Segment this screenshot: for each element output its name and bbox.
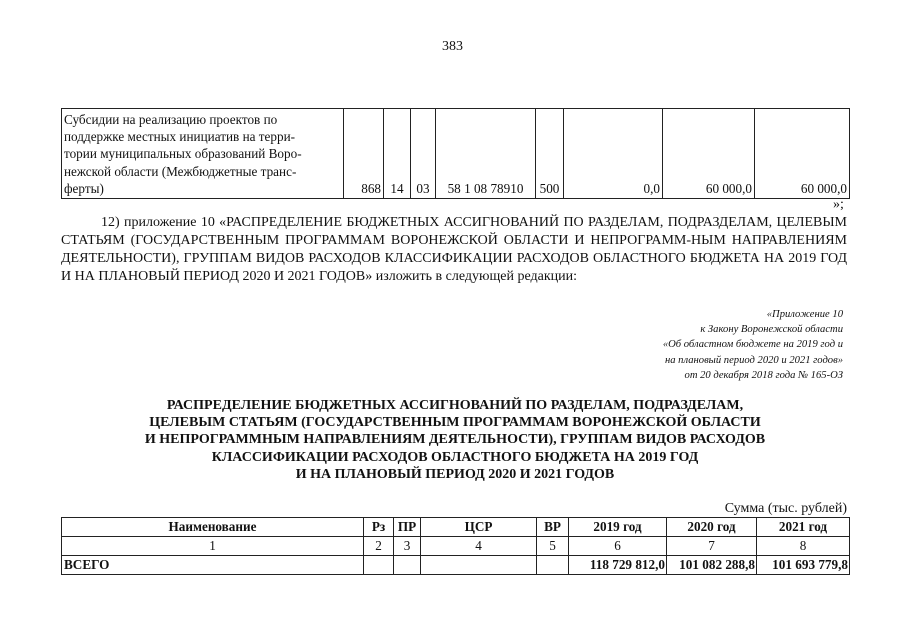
total-label: ВСЕГО xyxy=(62,556,364,575)
index-cell: 6 xyxy=(569,537,667,556)
row-name-line: нежской области (Межбюджетные транс- xyxy=(64,163,297,179)
gr-cell: 868 xyxy=(344,109,384,199)
table-total-row xyxy=(62,556,850,575)
index-cell: 5 xyxy=(537,537,569,556)
row-name-line: ферты) xyxy=(64,180,104,196)
vr-cell: 500 xyxy=(536,109,564,199)
total-2021: 101 693 779,8 xyxy=(757,556,850,575)
index-cell: 1 xyxy=(62,537,364,556)
closing-quote: »; xyxy=(833,197,844,212)
header-vr: ВР xyxy=(537,518,569,537)
header-csr: ЦСР xyxy=(421,518,537,537)
header-pr: ПР xyxy=(394,518,421,537)
heading-line: ЦЕЛЕВЫМ СТАТЬЯМ (ГОСУДАРСТВЕННЫМ ПРОГРАММАМ ВОРОНЕЖСКОЙ ОБЛАСТИ xyxy=(149,415,761,431)
amendment-paragraph: 12) приложение 10 «РАСПРЕДЕЛЕНИЕ БЮДЖЕТНЫХ АССИГНОВАНИЙ ПО РАЗДЕЛАМ, ПОДРАЗДЕЛАМ, ЦЕЛЕВЫМ СТАТЬЯМ (ГОСУДАРСТВЕННЫМ ПРОГРАММАМ ВОРОНЕЖСКОЙ ОБЛАСТИ И НЕПРОГРАММ-НЫМ НАПРАВЛЕНИЯМ ДЕЯТЕЛЬНОСТИ), ГРУППАМ ВИДОВ РАСХОДОВ КЛАССИФИКАЦИИ РАСХОДОВ ОБЛАСТНОГО БЮДЖЕТА НА 2019 ГОД И НА ПЛАНОВЫЙ ПЕРИОД 2020 И 2021 ГОДОВ» изложить в следующей редакции: xyxy=(61,215,847,284)
appendix-line: «Об областном бюджете на 2019 год и xyxy=(662,339,843,351)
row-name-line: Субсидии на реализацию проектов по xyxy=(64,111,278,127)
units-label: Сумма (тыс. рублей) xyxy=(724,501,847,516)
value-2019-cell: 0,0 xyxy=(564,109,663,199)
appendix-line: к Закону Воронежской области xyxy=(700,324,843,336)
header-name: Наименование xyxy=(62,518,364,537)
rz-cell: 14 xyxy=(384,109,411,199)
table-index-row xyxy=(62,537,850,556)
empty-cell xyxy=(421,556,537,575)
row-name-line: тории муниципальных образований Воро- xyxy=(64,146,302,162)
appendix-reference xyxy=(543,307,843,383)
pr-cell: 03 xyxy=(411,109,436,199)
document-heading xyxy=(61,397,849,483)
csr-cell: 58 1 08 78910 xyxy=(436,109,536,199)
appendix-line: от 20 декабря 2018 года № 165-ОЗ xyxy=(684,369,843,381)
page-number: 383 xyxy=(442,39,463,54)
value-2020-cell: 60 000,0 xyxy=(663,109,755,199)
heading-line: И НЕПРОГРАММНЫМ НАПРАВЛЕНИЯМ ДЕЯТЕЛЬНОСТИ), ГРУППАМ ВИДОВ РАСХОДОВ xyxy=(144,432,766,448)
budget-allocation-table xyxy=(61,517,850,575)
index-cell: 8 xyxy=(757,537,850,556)
empty-cell xyxy=(394,556,421,575)
row-name-cell xyxy=(62,109,344,199)
table-row xyxy=(62,109,850,199)
row-name-line: поддержке местных инициатив на терри- xyxy=(64,129,296,145)
heading-line: И НА ПЛАНОВЫЙ ПЕРИОД 2020 И 2021 ГОДОВ xyxy=(295,466,615,482)
appendix-line: «Приложение 10 xyxy=(766,309,843,320)
heading-line: РАСПРЕДЕЛЕНИЕ БЮДЖЕТНЫХ АССИГНОВАНИЙ ПО РАЗДЕЛАМ, ПОДРАЗДЕЛАМ, xyxy=(166,398,744,413)
index-cell: 7 xyxy=(667,537,757,556)
header-2021: 2021 год xyxy=(757,518,850,537)
budget-table-continuation xyxy=(61,108,850,199)
index-cell: 2 xyxy=(364,537,394,556)
header-2019: 2019 год xyxy=(569,518,667,537)
table-header-row xyxy=(62,518,850,537)
total-2019: 118 729 812,0 xyxy=(569,556,667,575)
value-2021-cell: 60 000,0 xyxy=(755,109,850,199)
total-2020: 101 082 288,8 xyxy=(667,556,757,575)
heading-line: КЛАССИФИКАЦИИ РАСХОДОВ ОБЛАСТНОГО БЮДЖЕТА НА 2019 ГОД xyxy=(211,449,699,465)
header-2020: 2020 год xyxy=(667,518,757,537)
index-cell: 3 xyxy=(394,537,421,556)
empty-cell xyxy=(364,556,394,575)
header-rz: Рз xyxy=(364,518,394,537)
appendix-line: на плановый период 2020 и 2021 годов» xyxy=(664,354,843,366)
empty-cell xyxy=(537,556,569,575)
index-cell: 4 xyxy=(421,537,537,556)
